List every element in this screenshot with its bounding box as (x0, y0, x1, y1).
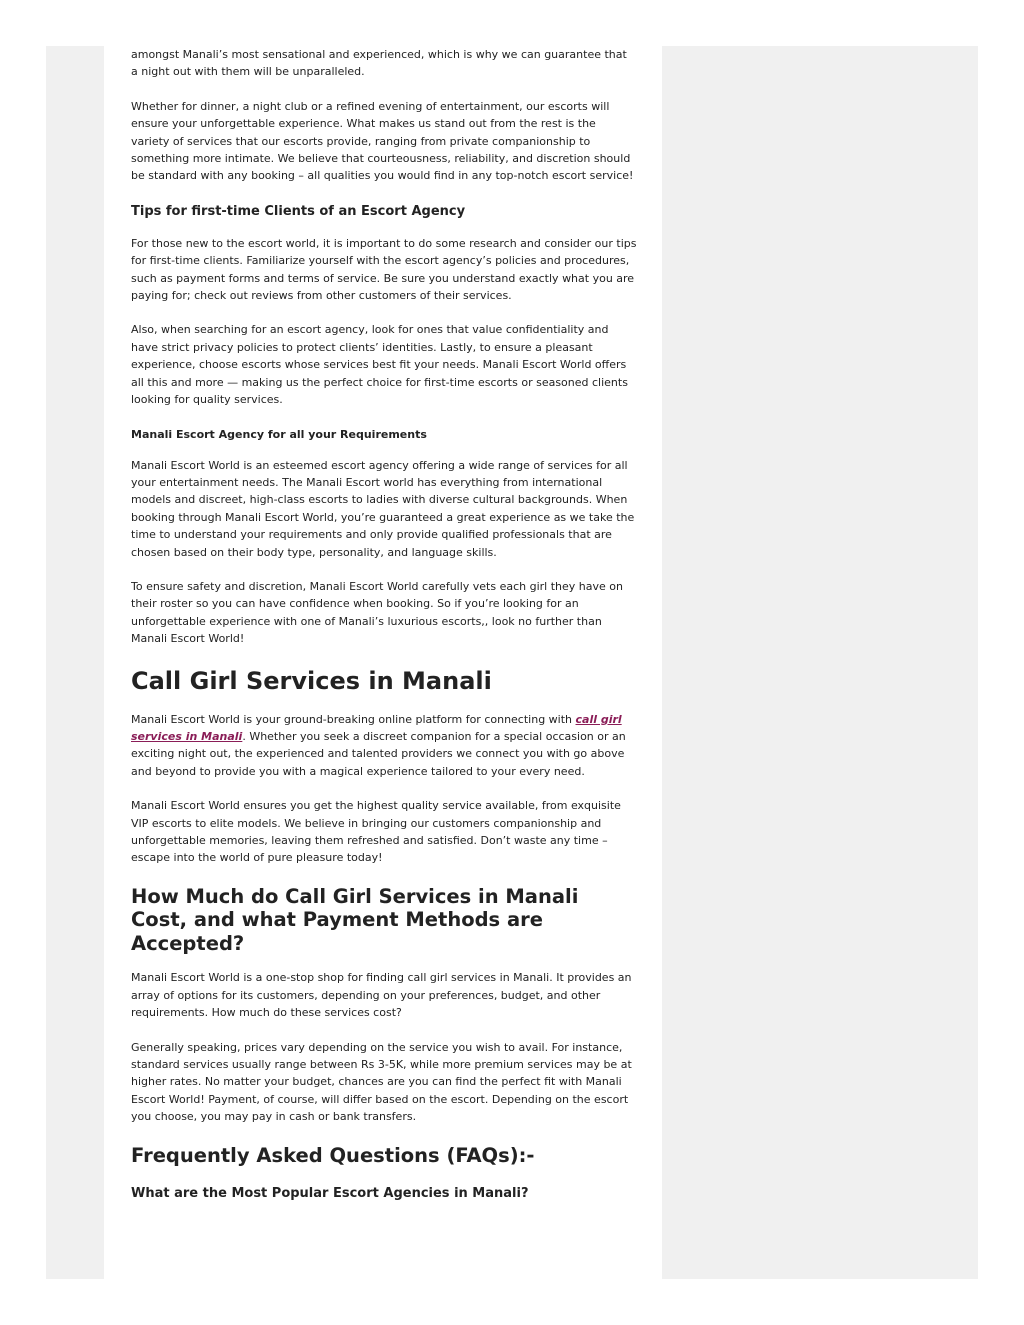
right-sidebar (662, 46, 978, 1279)
article-body (131, 46, 637, 1279)
paragraph: Manali Escort World is a one-stop shop for finding call girl services in Manali. It provides an array of options for its customers, depending on your preferences, budget, and other requirements. How much do these services cost? (131, 971, 632, 1020)
paragraph: Whether for dinner, a night club or a refined evening of entertainment, our escorts will ensure your unforgettable experience. What makes us stand out from the rest is the variety of services that our escorts provide, ranging from private companionship to something more intimate. We believe that courteousness, reliability, and discretion should be standard with any booking – all qualities you would find in any top-notch escort service! (131, 99, 634, 183)
left-gutter (46, 46, 104, 1279)
paragraph-text: Manali Escort World is your ground-breaking online platform for connecting with (131, 712, 576, 726)
paragraph-text: . Whether you seek a discreet companion for a special occasion or an exciting night out, the experienced and talented providers we connect you with go above and beyond to provide you with a magical experience tailored to your every need. (131, 729, 626, 778)
paragraph: To ensure safety and discretion, Manali Escort World carefully vets each girl they have on their roster so you can have confidence when booking. So if you’re looking for an unforgettable experience with one of Manali’s luxurious escorts,, look no further than Manali Escort World! (131, 579, 623, 646)
section-heading-call-girl-services: Call Girl Services in Manali (131, 666, 492, 695)
paragraph: Manali Escort World ensures you get the highest quality service available, from exquisite VIP escorts to elite models. We believe in bringing our customers companionship and unforgettable memories, leaving them refreshed and satisfied. Don’t waste any time – escape into the world of pure pleasure today! (131, 799, 621, 865)
paragraph: Manali Escort World is an esteemed escort agency offering a wide range of services for all your entertainment needs. The Manali Escort world has everything from international models and discreet, high-class escorts to ladies with diverse cultural backgrounds. When booking through Manali Escort World, you’re guaranteed a great experience as we take the time to understand your requirements and only provide qualified professionals that are chosen based on their body type, personality, and language skills. (131, 458, 635, 559)
section-heading-faq: Frequently Asked Questions (FAQs):- (131, 1143, 535, 1167)
section-heading-cost: How Much do Call Girl Services in Manali Cost, and what Payment Methods are Accepted? (131, 884, 579, 955)
faq-question: What are the Most Popular Escort Agencies in Manali? (131, 1186, 529, 1202)
section-heading-tips: Tips for first-time Clients of an Escort Agency (131, 203, 466, 219)
paragraph: Also, when searching for an escort agency, look for ones that value confidentiality and have strict privacy policies to protect clients’ identities. Lastly, to ensure a pleasant experience, choose escorts whose services best fit your needs. Manali Escort World offers all this and more — making us the perfect choice for first-time escorts or seasoned clients looking for quality services. (131, 323, 628, 407)
paragraph: Generally speaking, prices vary depending on the service you wish to avail. For instance, standard services usually range between Rs 3-5K, while more premium services may be at higher rates. No matter your budget, chances are you can find the perfect fit with Manali Escort World! Payment, of course, will differ based on the escort. Depending on the escort you choose, you may pay in cash or bank transfers. (131, 1040, 632, 1124)
section-heading-agency: Manali Escort Agency for all your Requirements (131, 427, 427, 441)
call-girl-services-link[interactable]: call girl services in Manali (131, 712, 622, 743)
paragraph: amongst Manali’s most sensational and experienced, which is why we can guarantee that a night out with them will be unparalleled. (131, 48, 627, 79)
paragraph: For those new to the escort world, it is important to do some research and consider our tips for first-time clients. Familiarize yourself with the escort agency’s policies and procedures, such as payment forms and terms of service. Be sure you understand exactly what you are paying for; check out reviews from other customers of their services. (131, 236, 637, 303)
paragraph (131, 711, 637, 781)
